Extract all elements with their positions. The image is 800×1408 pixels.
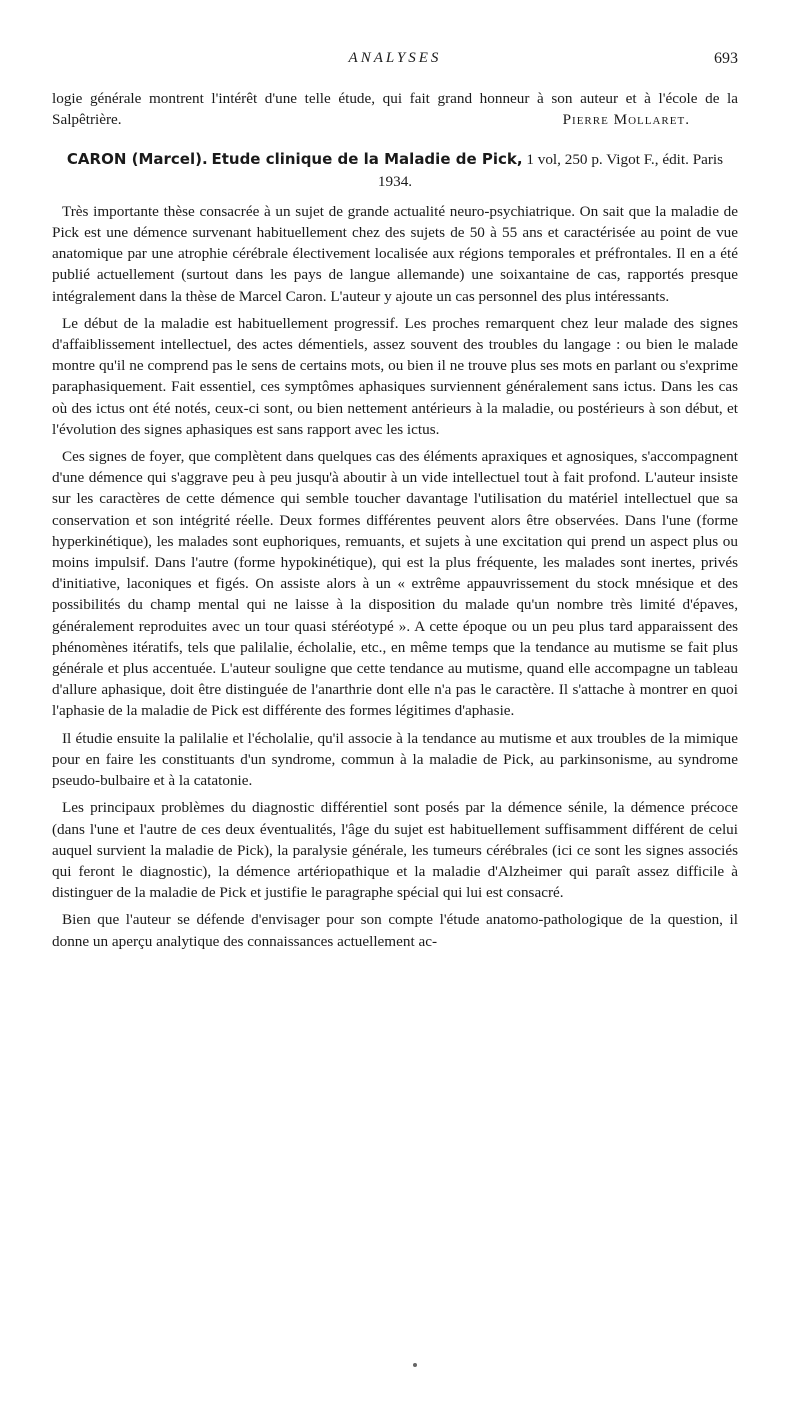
review-author: CARON (Marcel). bbox=[66, 150, 208, 169]
review-details: 1 vol, 250 p. Vigot F., édit. Paris 1934. bbox=[377, 151, 724, 190]
previous-review-closing-text: logie générale montrent l'intérêt d'une telle étude, qui fait grand honneur à son auteur et à l'école de la Salpêtrière. bbox=[52, 90, 738, 129]
review-paragraph-6: Bien que l'auteur se défende d'envisager pour son compte l'étude anatomo-pathologique de la question, il donne un aperçu analytique des connaissances actuellement ac- bbox=[52, 911, 738, 950]
review-paragraph-1: Très importante thèse consacrée à un sujet de grande actualité neuro-psychiatrique. On sait que la maladie de Pick est une démence survenant habituellement chez des sujets de 50 à 55 ans et caractérisée au point de vue anatomique par une atrophie cérébrale électivement localisée aux régions temporales et préfrontales. Il en a été publié actuellement (surtout dans les pays de langue allemande) une soixantaine de cas, rapportés presque intégralement dans la thèse de Marcel Caron. L'auteur y ajoute un cas personnel des plus intéressants. bbox=[52, 202, 738, 305]
page-text bbox=[52, 88, 738, 952]
running-title: ANALYSES bbox=[348, 50, 442, 66]
review-paragraph-2: Le début de la maladie est habituellement progressif. Les proches remarquent chez leur malade des signes d'affaiblissement intellectuel, des actes démentiels, assez souvent des troubles du langage : ou bien le malade montre qu'il ne comprend pas le sens de certains mots, ou bien il ne trouve plus ses mots en parlant ou s'exprime paraphasiquement. Fait essentiel, ces symptômes aphasiques surviennent généralement sans ictus. Dans les cas où des ictus ont été notés, ceux-ci sont, ou bien nettement antérieurs à la maladie, ou postérieurs à son début, et l'évolution des signes aphasiques est sans rapport avec les ictus. bbox=[52, 314, 738, 438]
previous-review-ending bbox=[52, 88, 738, 130]
review-heading bbox=[52, 149, 738, 191]
print-speck bbox=[413, 1363, 417, 1367]
previous-review-author: Pierre Mollaret. bbox=[562, 111, 690, 129]
review-title: Etude clinique de la Maladie de Pick, bbox=[211, 150, 523, 169]
running-head bbox=[52, 50, 738, 74]
review-paragraph-3: Ces signes de foyer, que complètent dans quelques cas des éléments apraxiques et agnosiques, s'accompagnent d'une démence qui s'aggrave peu à peu jusqu'à aboutir à un vide intellectuel tout à fait profond. L'auteur insiste sur les caractères de cette démence qui semble toucher davantage l'utilisation du matériel intellectuel que sa conservation et son intégrité réelle. Deux formes différentes peuvent alors être observées. Dans l'une (forme hyperkinétique), les malades sont euphoriques, remuants, et sujets à une excitation qui prend un aspect plus ou moins impulsif. Dans l'autre (forme hypokinétique), qui est la plus fréquente, les malades sont inertes, privés d'initiative, laconiques et figés. On assiste alors à un « extrême appauvrissement du stock mnésique et des possibilités du champ mental qui ne laisse à la disposition du malade qu'un nombre très limité d'épaves, généralement reproduites avec un tour quasi stéréotypé ». A cette époque ou un peu plus tard apparaissent des phénomènes itératifs, tels que palilalie, écholalie, etc., en même temps que la tendance au mutisme se fait plus générale et plus accentuée. L'auteur souligne que cette tendance au mutisme, quand elle accompagne un tableau d'allure aphasique, doit être distinguée de l'anarthrie dont elle n'a pas le caractère. Il s'attache à montrer en quoi l'aphasie de la maladie de Pick est différente des formes légitimes d'aphasie. bbox=[52, 448, 738, 720]
review-paragraph-4: Il étudie ensuite la palilalie et l'écholalie, qu'il associe à la tendance au mutisme et aux troubles de la mimique pour en faire les constituants d'un syndrome, commun à la maladie de Pick, au parkinsonisme, au syndrome pseudo-bulbaire et à la catatonie. bbox=[52, 729, 738, 790]
page-number: 693 bbox=[714, 50, 738, 67]
review-paragraph-5: Les principaux problèmes du diagnostic différentiel sont posés par la démence sénile, la démence précoce (dans l'une et l'autre de ces deux éventualités, l'âge du sujet est habituellement suffisamment différent de celui auquel survient la maladie de Pick), la paralysie générale, les tumeurs cérébrales (ici ce sont les signes associés qui feront le diagnostic), la démence artériopathique et la maladie d'Alzheimer qui paraît assez difficile à distinguer de la maladie de Pick et justifie le paragraphe spécial qui lui est consacré. bbox=[52, 799, 738, 902]
